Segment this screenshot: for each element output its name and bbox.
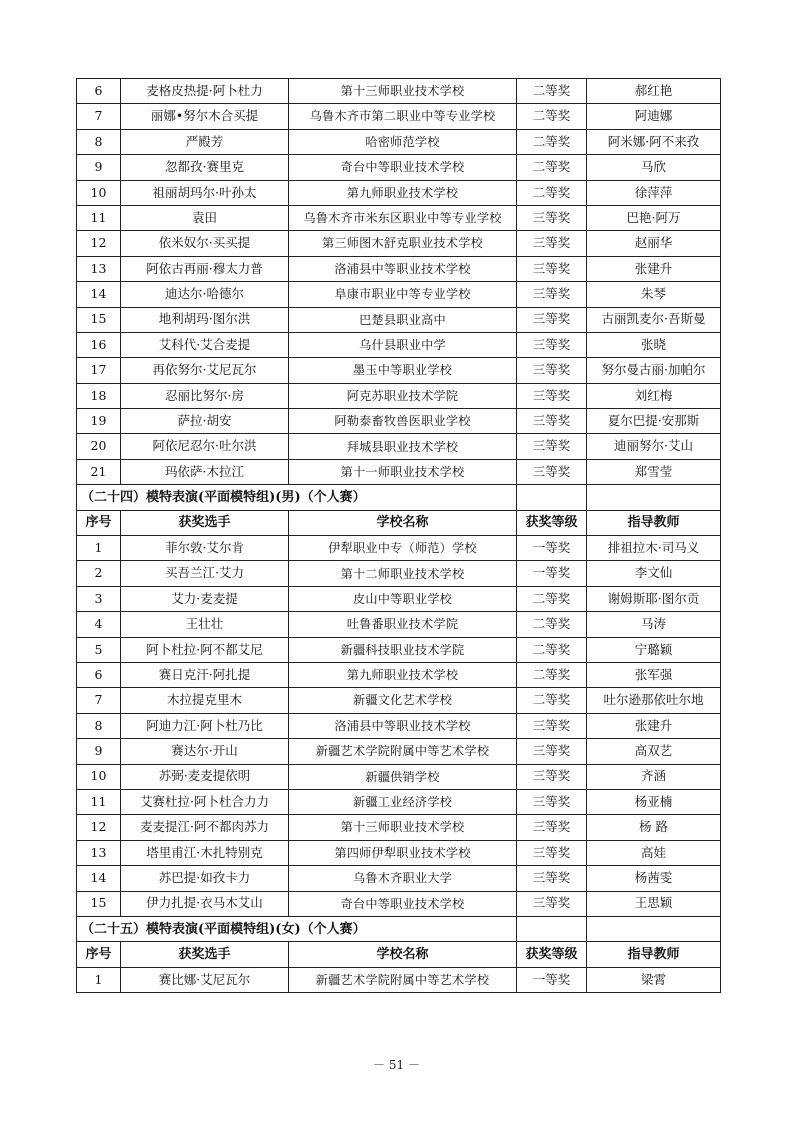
winner-cell: 苏弼·麦麦提依明 [121,764,289,789]
rank-cell: 19 [77,409,121,434]
winner-cell: 艾科代·艾合麦提 [121,332,289,357]
winner-cell: 赛达尔·开山 [121,739,289,764]
table-row [77,180,721,205]
instructor-cell: 谢姆斯耶·图尔贡 [587,586,721,611]
column-header: 获奖选手 [121,510,289,535]
award-level-cell: 一等奖 [517,536,587,561]
award-level-cell: 三等奖 [517,739,587,764]
award-level-cell: 二等奖 [517,180,587,205]
table-row [77,713,721,738]
table-row [77,866,721,891]
award-level-cell: 三等奖 [517,764,587,789]
award-level-cell: 三等奖 [517,815,587,840]
section-heading-row [77,485,721,510]
rank-cell: 14 [77,866,121,891]
table-row [77,79,721,104]
winner-cell: 迪达尔·哈德尔 [121,282,289,307]
table-row [77,383,721,408]
instructor-cell: 高娃 [587,840,721,865]
table-row [77,739,721,764]
school-cell: 第十二师职业技术学校 [289,561,517,586]
school-cell: 新疆工业经济学校 [289,789,517,814]
table-row [77,967,721,992]
school-cell: 乌鲁木齐职业大学 [289,866,517,891]
empty-cell [587,485,721,510]
table-row [77,409,721,434]
school-cell: 第四师伊犁职业技术学校 [289,840,517,865]
award-level-cell: 二等奖 [517,637,587,662]
winner-cell: 忍丽比努尔·房 [121,383,289,408]
instructor-cell: 张晓 [587,332,721,357]
empty-cell [517,916,587,941]
school-cell: 第三师图木舒克职业技术学校 [289,231,517,256]
rank-cell: 15 [77,891,121,916]
rank-cell: 20 [77,434,121,459]
instructor-cell: 努尔曼古丽·加帕尔 [587,358,721,383]
table-row [77,815,721,840]
rank-cell: 8 [77,713,121,738]
rank-cell: 14 [77,282,121,307]
award-level-cell: 二等奖 [517,586,587,611]
instructor-cell: 齐涵 [587,764,721,789]
rank-cell: 2 [77,561,121,586]
table-row [77,155,721,180]
winner-cell: 苏巴提·如孜卡力 [121,866,289,891]
winner-cell: 艾力·麦麦提 [121,586,289,611]
instructor-cell: 杨茜雯 [587,866,721,891]
empty-cell [587,916,721,941]
instructor-cell: 杨亚楠 [587,789,721,814]
award-level-cell: 三等奖 [517,205,587,230]
award-level-cell: 二等奖 [517,155,587,180]
rank-cell: 12 [77,231,121,256]
table-row [77,256,721,281]
winner-cell: 忽都孜·赛里克 [121,155,289,180]
winner-cell: 赛比娜·艾尼瓦尔 [121,967,289,992]
column-header: 获奖选手 [121,942,289,967]
award-level-cell: 三等奖 [517,358,587,383]
column-header: 序号 [77,510,121,535]
rank-cell: 7 [77,104,121,129]
table-row [77,282,721,307]
winner-cell: 严殿芳 [121,129,289,154]
award-level-cell: 三等奖 [517,866,587,891]
school-cell: 第十三师职业技术学校 [289,79,517,104]
award-level-cell: 二等奖 [517,662,587,687]
instructor-cell: 徐萍萍 [587,180,721,205]
award-level-cell: 三等奖 [517,409,587,434]
instructor-cell: 张建升 [587,713,721,738]
table-row [77,688,721,713]
table-row [77,637,721,662]
award-level-cell: 三等奖 [517,307,587,332]
winner-cell: 地利胡玛·图尔洪 [121,307,289,332]
instructor-cell: 迪丽努尔·艾山 [587,434,721,459]
winner-cell: 阿卜杜拉·阿不都艾尼 [121,637,289,662]
instructor-cell: 马欣 [587,155,721,180]
school-cell: 新疆科技职业技术学院 [289,637,517,662]
winner-cell: 再依努尔·艾尼瓦尔 [121,358,289,383]
winner-cell: 玛依萨·木拉江 [121,459,289,484]
section-title: （二十五）模特表演(平面模特组)(女)（个人赛） [77,916,517,941]
school-cell: 第十一师职业技术学校 [289,459,517,484]
school-cell: 新疆文化艺术学校 [289,688,517,713]
award-level-cell: 三等奖 [517,459,587,484]
school-cell: 伊犁职业中专（师范）学校 [289,536,517,561]
winner-cell: 依米奴尔·买买提 [121,231,289,256]
winner-cell: 阿依古再丽·穆太力普 [121,256,289,281]
table-row [77,612,721,637]
school-cell: 奇台中等职业技术学校 [289,891,517,916]
rank-cell: 11 [77,205,121,230]
school-cell: 阜康市职业中等专业学校 [289,282,517,307]
instructor-cell: 刘红梅 [587,383,721,408]
winner-cell: 麦麦提江·阿不都肉苏力 [121,815,289,840]
section-title: （二十四）模特表演(平面模特组)(男)（个人赛） [77,485,517,510]
rank-cell: 3 [77,586,121,611]
instructor-cell: 郑雪莹 [587,459,721,484]
table-row [77,307,721,332]
school-cell: 奇台中等职业技术学校 [289,155,517,180]
instructor-cell: 巴艳·阿万 [587,205,721,230]
rank-cell: 1 [77,967,121,992]
winner-cell: 丽娜•努尔木合买提 [121,104,289,129]
rank-cell: 17 [77,358,121,383]
instructor-cell: 梁霄 [587,967,721,992]
column-header: 学校名称 [289,510,517,535]
instructor-cell: 阿迪娜 [587,104,721,129]
instructor-cell: 朱琴 [587,282,721,307]
rank-cell: 9 [77,739,121,764]
school-cell: 洛浦县中等职业技术学校 [289,713,517,738]
school-cell: 拜城县职业技术学校 [289,434,517,459]
award-level-cell: 三等奖 [517,282,587,307]
rank-cell: 11 [77,789,121,814]
school-cell: 乌鲁木齐市第二职业中等专业学校 [289,104,517,129]
school-cell: 阿克苏职业技术学院 [289,383,517,408]
winner-cell: 菲尔敦·艾尔肯 [121,536,289,561]
rank-cell: 9 [77,155,121,180]
school-cell: 新疆艺术学院附属中等艺术学校 [289,739,517,764]
winner-cell: 萨拉·胡安 [121,409,289,434]
award-level-cell: 二等奖 [517,104,587,129]
award-level-cell: 三等奖 [517,713,587,738]
school-cell: 第十三师职业技术学校 [289,815,517,840]
table-row [77,840,721,865]
table-row [77,561,721,586]
winner-cell: 袁田 [121,205,289,230]
award-level-cell: 三等奖 [517,231,587,256]
column-header: 学校名称 [289,942,517,967]
school-cell: 皮山中等职业学校 [289,586,517,611]
award-level-cell: 二等奖 [517,79,587,104]
column-header: 序号 [77,942,121,967]
award-level-cell: 二等奖 [517,688,587,713]
instructor-cell: 郝红艳 [587,79,721,104]
instructor-cell: 杨 路 [587,815,721,840]
instructor-cell: 宁璐颖 [587,637,721,662]
school-cell: 哈密师范学校 [289,129,517,154]
award-level-cell: 三等奖 [517,256,587,281]
rank-cell: 13 [77,256,121,281]
winner-cell: 赛日克汗·阿扎提 [121,662,289,687]
award-level-cell: 三等奖 [517,383,587,408]
column-header: 获奖等级 [517,510,587,535]
table-row [77,231,721,256]
rank-cell: 15 [77,307,121,332]
school-cell: 乌什县职业中学 [289,332,517,357]
column-header-row [77,942,721,967]
column-header: 指导教师 [587,510,721,535]
award-level-cell: 三等奖 [517,840,587,865]
award-level-cell: 三等奖 [517,434,587,459]
rank-cell: 13 [77,840,121,865]
instructor-cell: 吐尔逊那依吐尔地 [587,688,721,713]
table-row [77,891,721,916]
rank-cell: 8 [77,129,121,154]
page-number: － 51 － [373,1058,420,1072]
winner-cell: 祖丽胡玛尔·叶孙太 [121,180,289,205]
table-row [77,332,721,357]
winner-cell: 木拉提克里木 [121,688,289,713]
rank-cell: 4 [77,612,121,637]
section-heading-row [77,916,721,941]
instructor-cell: 夏尔巴提·安那斯 [587,409,721,434]
rank-cell: 6 [77,662,121,687]
rank-cell: 10 [77,180,121,205]
award-level-cell: 三等奖 [517,789,587,814]
school-cell: 乌鲁木齐市米东区职业中等专业学校 [289,205,517,230]
awards-table [76,78,721,993]
rank-cell: 1 [77,536,121,561]
instructor-cell: 古丽凯麦尔·吾斯曼 [587,307,721,332]
school-cell: 墨玉中等职业学校 [289,358,517,383]
table-row [77,586,721,611]
school-cell: 第九师职业技术学校 [289,180,517,205]
instructor-cell: 赵丽华 [587,231,721,256]
winner-cell: 王壮壮 [121,612,289,637]
table-row [77,358,721,383]
instructor-cell: 排祖拉木·司马义 [587,536,721,561]
instructor-cell: 马涛 [587,612,721,637]
school-cell: 巴楚县职业高中 [289,307,517,332]
winner-cell: 塔里甫江·木扎特别克 [121,840,289,865]
rank-cell: 18 [77,383,121,408]
school-cell: 新疆艺术学院附属中等艺术学校 [289,967,517,992]
award-level-cell: 一等奖 [517,561,587,586]
table-row [77,129,721,154]
rank-cell: 6 [77,79,121,104]
empty-cell [517,485,587,510]
award-level-cell: 二等奖 [517,612,587,637]
winner-cell: 阿依尼忍尔·吐尔洪 [121,434,289,459]
winner-cell: 阿迪力江·阿卜杜乃比 [121,713,289,738]
award-level-cell: 三等奖 [517,891,587,916]
rank-cell: 7 [77,688,121,713]
instructor-cell: 李文仙 [587,561,721,586]
rank-cell: 5 [77,637,121,662]
rank-cell: 10 [77,764,121,789]
table-row [77,459,721,484]
instructor-cell: 高双艺 [587,739,721,764]
rank-cell: 16 [77,332,121,357]
table-row [77,764,721,789]
school-cell: 新疆供销学校 [289,764,517,789]
award-level-cell: 一等奖 [517,967,587,992]
column-header-row [77,510,721,535]
table-row [77,536,721,561]
school-cell: 吐鲁番职业技术学院 [289,612,517,637]
school-cell: 第九师职业技术学校 [289,662,517,687]
school-cell: 阿勒泰畜牧兽医职业学校 [289,409,517,434]
instructor-cell: 王思颖 [587,891,721,916]
instructor-cell: 张军强 [587,662,721,687]
award-level-cell: 三等奖 [517,332,587,357]
awards-table-body [77,79,721,993]
rank-cell: 21 [77,459,121,484]
column-header: 指导教师 [587,942,721,967]
instructor-cell: 张建升 [587,256,721,281]
winner-cell: 买吾兰江·艾力 [121,561,289,586]
column-header: 获奖等级 [517,942,587,967]
award-level-cell: 二等奖 [517,129,587,154]
table-row [77,789,721,814]
instructor-cell: 阿米娜·阿不来孜 [587,129,721,154]
winner-cell: 伊力扎提·衣马木艾山 [121,891,289,916]
table-row [77,205,721,230]
table-row [77,434,721,459]
winner-cell: 麦格皮热提·阿卜杜力 [121,79,289,104]
table-row [77,104,721,129]
rank-cell: 12 [77,815,121,840]
table-row [77,662,721,687]
winner-cell: 艾赛杜拉·阿卜杜合力力 [121,789,289,814]
school-cell: 洛浦县中等职业技术学校 [289,256,517,281]
